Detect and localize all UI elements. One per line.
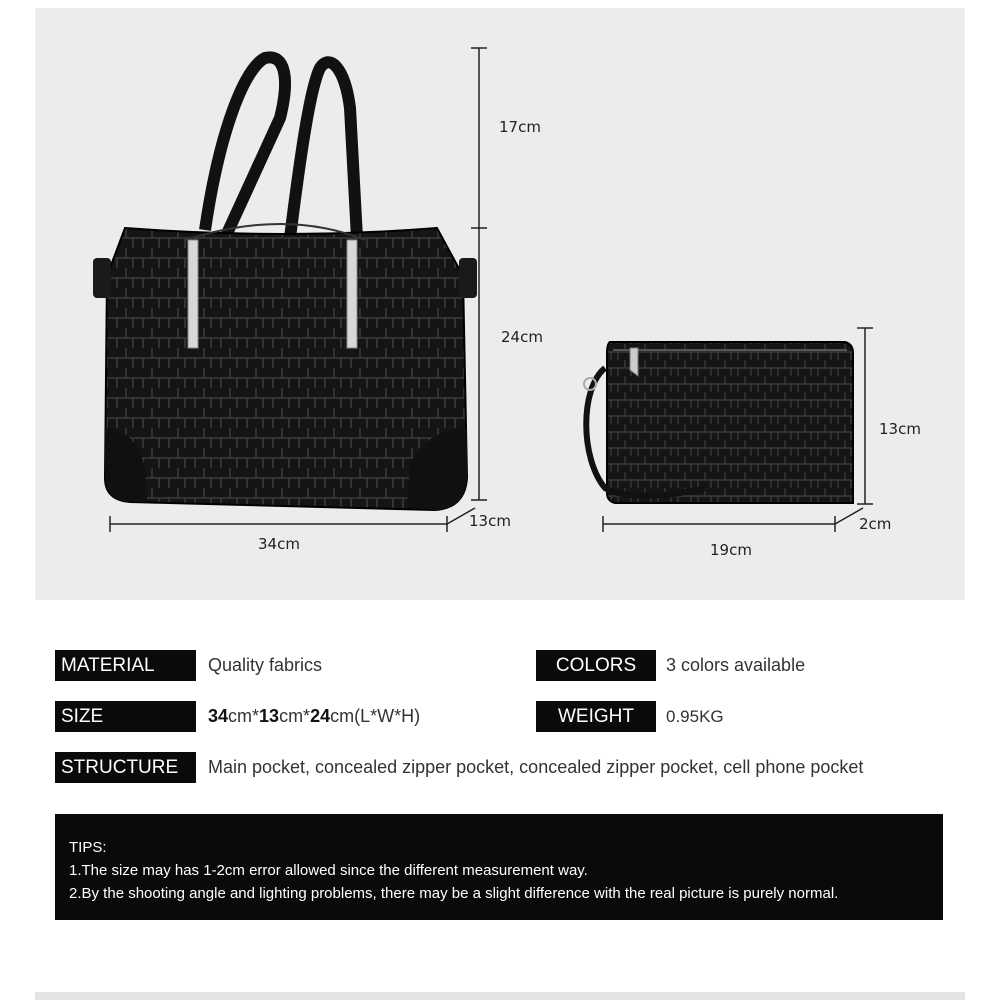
size-height: 24 [310, 706, 331, 726]
size-unit: cm(L*W*H) [330, 706, 421, 726]
tips-title: TIPS: [69, 839, 107, 856]
structure-value: Main pocket, concealed zipper pocket, concealed zipper pocket, cell phone pocket [208, 757, 864, 777]
product-photo [35, 8, 965, 600]
bag-handle-left [205, 57, 285, 238]
dimension-clutch-width: 19cm [710, 541, 752, 559]
size-unit: cm* [279, 706, 311, 726]
dimension-clutch-depth: 2cm [859, 515, 892, 533]
size-unit: cm* [228, 706, 260, 726]
bag-handle-right [290, 62, 357, 238]
metal-tab-left [188, 240, 198, 348]
size-width: 13 [259, 706, 280, 726]
size-length: 34 [208, 706, 229, 726]
clutch-body [607, 342, 853, 503]
structure-label: STRUCTURE [55, 752, 196, 783]
colors-label: COLORS [536, 650, 656, 681]
spec-material [55, 650, 322, 681]
weight-label: WEIGHT [536, 701, 656, 732]
spec-colors [536, 650, 805, 681]
spec-structure [55, 752, 863, 783]
spec-weight [536, 701, 724, 732]
tips-box [55, 814, 943, 920]
tips-line-1: 1.The size may has 1-2cm error allowed since the different measurement way. [69, 862, 588, 879]
dimension-bag-width: 34cm [258, 535, 300, 553]
bottom-divider [35, 992, 965, 1000]
dimension-bag-height: 24cm [501, 328, 543, 346]
dimension-bag-depth: 13cm [469, 512, 511, 530]
size-label: SIZE [55, 701, 196, 732]
colors-value: 3 colors available [666, 655, 806, 675]
material-value: Quality fabrics [208, 655, 323, 675]
dimension-handle-height: 17cm [499, 118, 541, 136]
tips-line-2: 2.By the shooting angle and lighting problems, there may be a slight difference with the real picture is purely normal. [69, 885, 839, 902]
size-value [208, 706, 420, 727]
dimension-clutch-height: 13cm [879, 420, 921, 438]
spec-size [55, 701, 420, 732]
metal-tab-right [347, 240, 357, 348]
weight-value: 0.95KG [666, 706, 724, 726]
material-label: MATERIAL [55, 650, 196, 681]
